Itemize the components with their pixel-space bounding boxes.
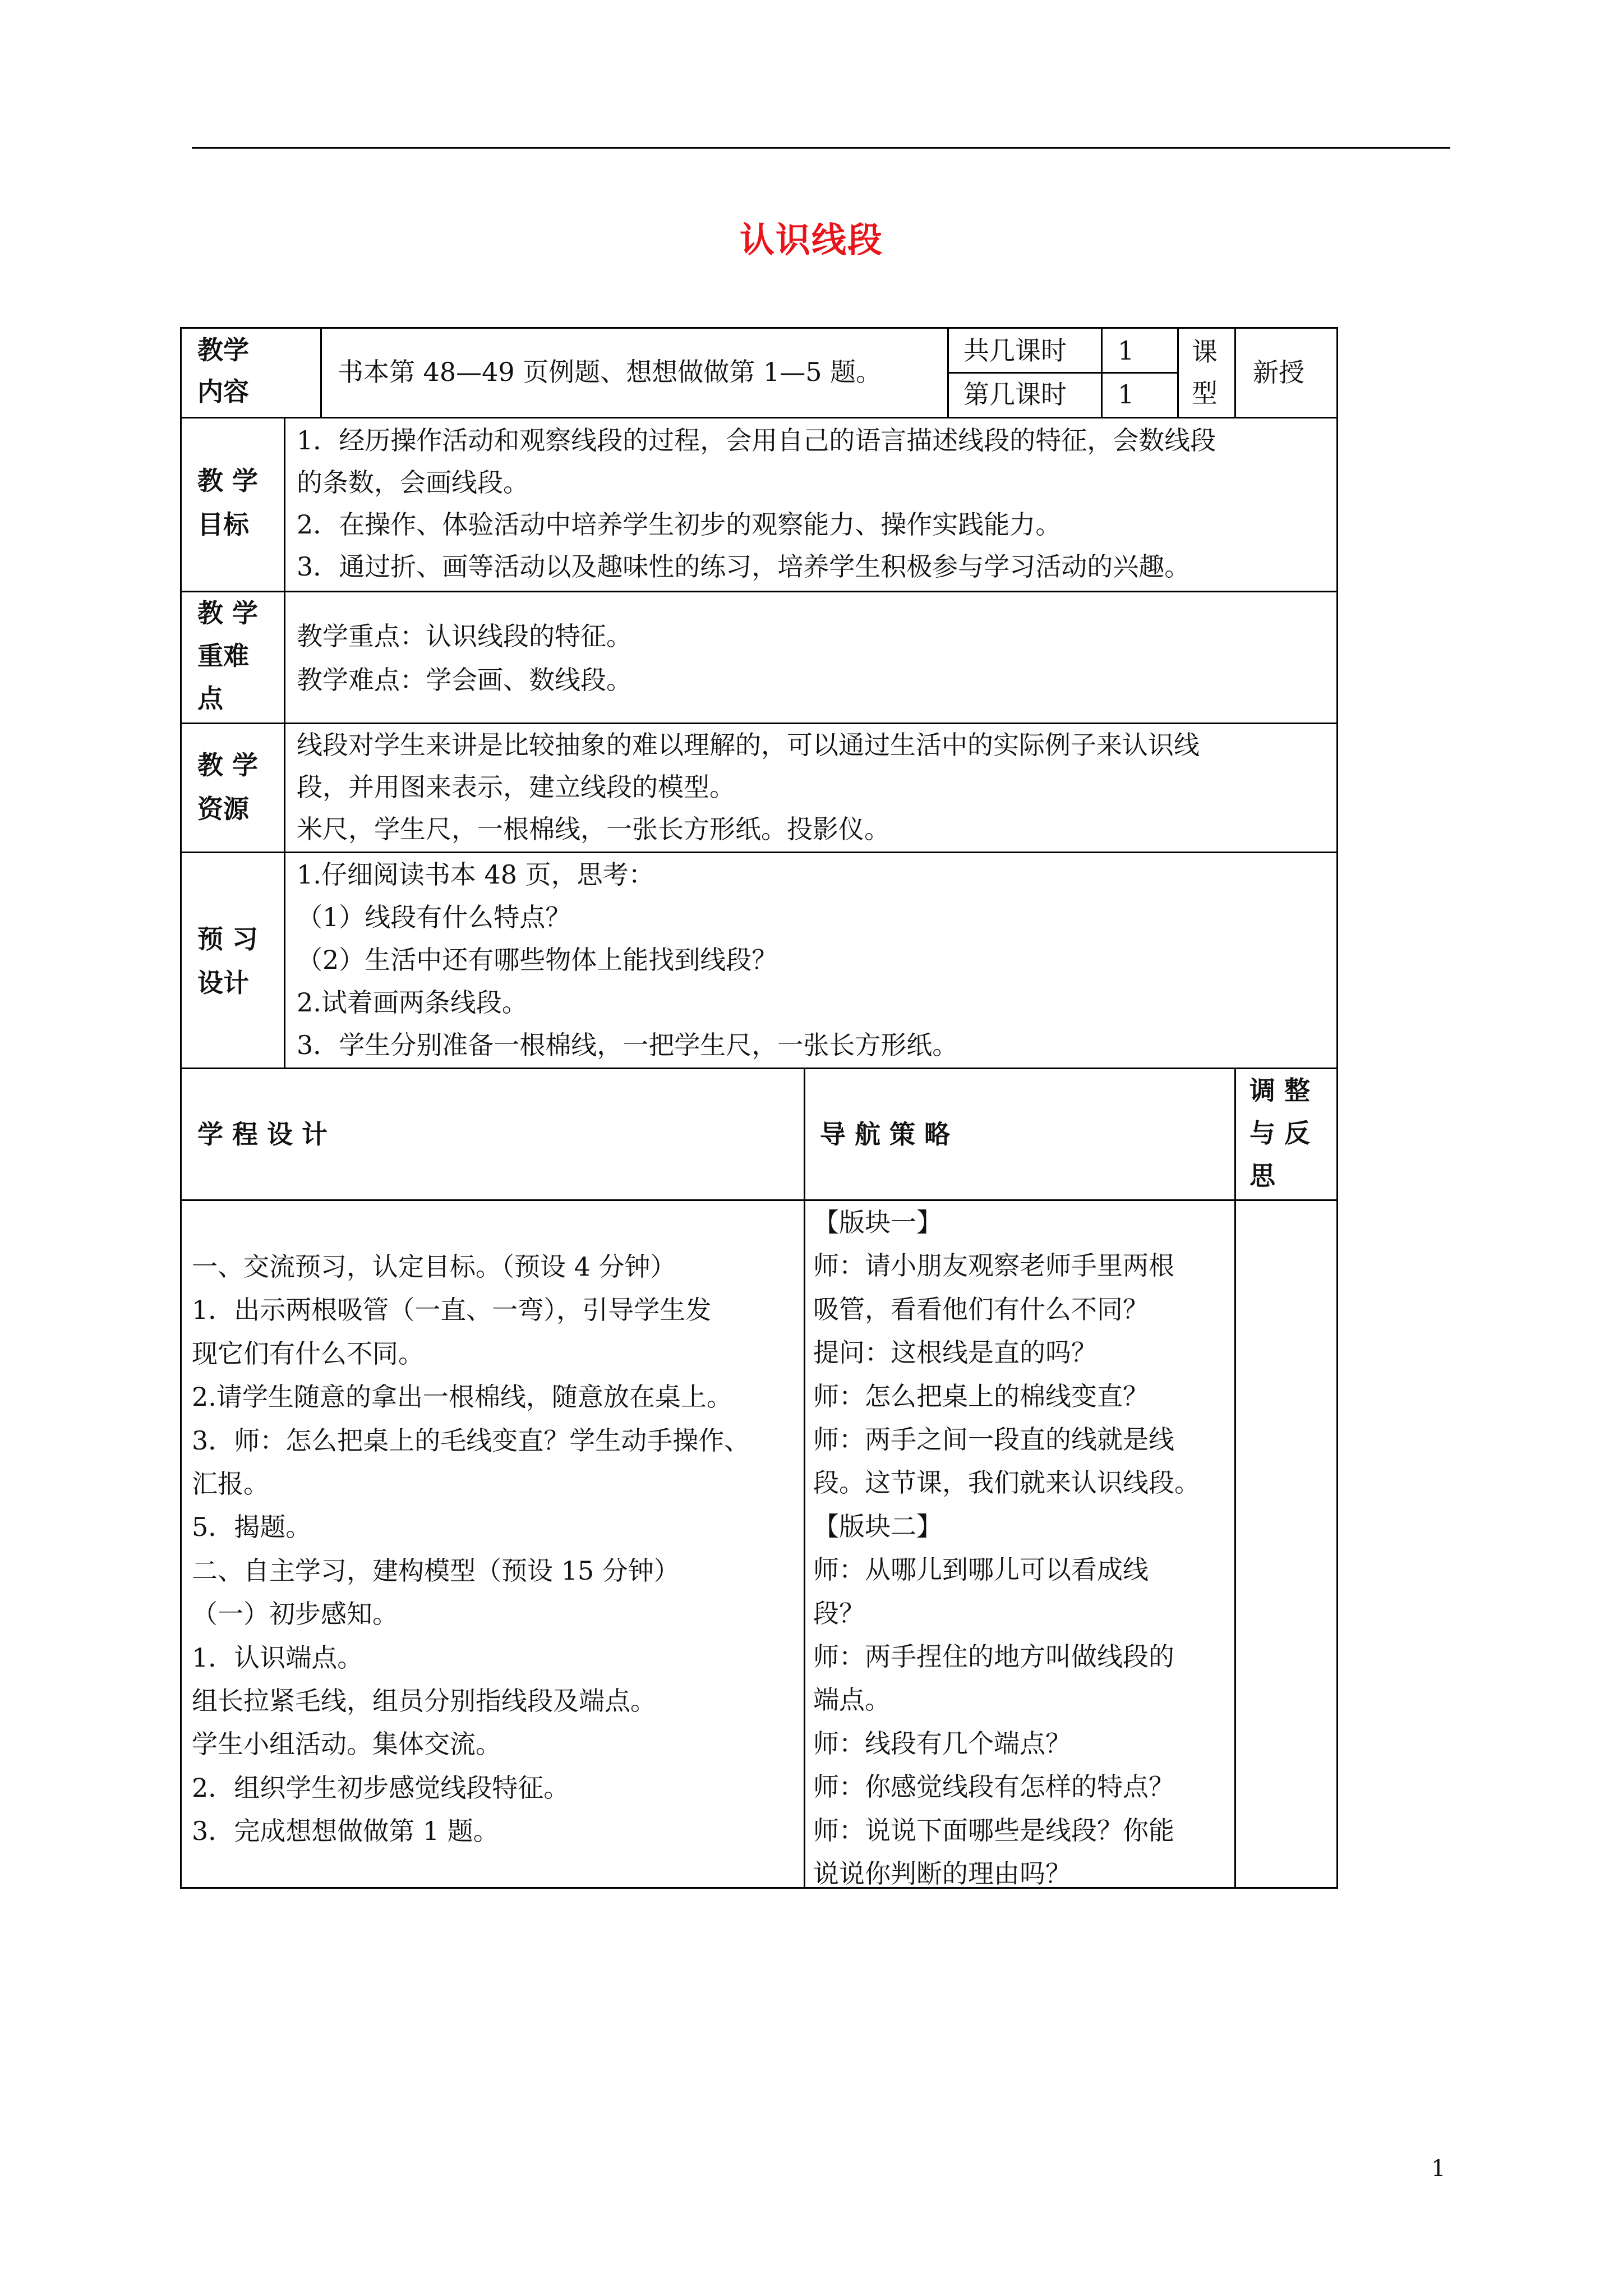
type-label-divider xyxy=(1177,327,1179,417)
strategy-line: 师：两手之间一段直的线就是线 xyxy=(813,1424,1174,1455)
current-hour-value: 1 xyxy=(1118,379,1135,409)
type-value: 新授 xyxy=(1253,357,1304,388)
process-line: 学生小组活动。集体交流。 xyxy=(192,1729,501,1760)
preview-line-4: 2.试着画两条线段。 xyxy=(297,987,528,1018)
keypoints-label xyxy=(197,592,282,720)
page-title: 认识线段 xyxy=(739,219,883,260)
goals-label-line-1: 教 学 xyxy=(197,466,259,496)
content-label-line-1: 教学 xyxy=(197,335,249,365)
content-label-line-2: 内容 xyxy=(197,376,249,407)
label-column-divider xyxy=(284,417,285,1068)
keypoints-label-line-2: 重难 xyxy=(197,641,249,671)
reflection-column-divider xyxy=(1234,1068,1236,1889)
resources-line-3: 米尺，学生尺，一根棉线，一张长方形纸。投影仪。 xyxy=(297,814,890,844)
process-line: 3．完成想想做做第 1 题。 xyxy=(192,1816,499,1847)
resources-content xyxy=(297,724,1334,850)
row-divider-2 xyxy=(180,591,1338,592)
strategy-line: 端点。 xyxy=(813,1685,891,1715)
content-value: 书本第 48—49 页例题、想想做做第 1—5 题。 xyxy=(338,357,882,387)
reflection-header xyxy=(1249,1069,1334,1197)
process-line: （一）初步感知。 xyxy=(192,1599,398,1630)
strategy-line: 师：线段有几个端点？ xyxy=(813,1728,1071,1759)
process-column-divider xyxy=(804,1068,805,1889)
keypoint-difficulty: 教学难点：学会画、数线段。 xyxy=(297,665,632,695)
strategy-line: 师：两手捏住的地方叫做线段的 xyxy=(813,1641,1174,1672)
resources-label-line-2: 资源 xyxy=(197,794,249,824)
strategy-line: 提问：这根线是直的吗？ xyxy=(813,1337,1097,1368)
process-line: 现它们有什么不同。 xyxy=(192,1338,424,1369)
strategy-line: 吸管，看看他们有什么不同？ xyxy=(813,1294,1149,1324)
preview-line-5: 3．学生分别准备一根棉线，一把学生尺，一张长方形纸。 xyxy=(297,1030,958,1060)
keypoints-label-line-3: 点 xyxy=(197,683,223,714)
table-border-top xyxy=(180,327,1338,329)
goals-line-2: 的条数，会画线段。 xyxy=(297,467,529,498)
strategy-line: 师：说说下面哪些是线段？你能 xyxy=(813,1815,1174,1846)
resources-line-1: 线段对学生来讲是比较抽象的难以理解的，可以通过生活中的实际例子来认识线 xyxy=(297,730,1200,760)
goals-label xyxy=(197,459,282,546)
strategy-line: 师：从哪儿到哪儿可以看成线 xyxy=(813,1554,1149,1585)
strategy-line: 段。这节课，我们就来认识线段。 xyxy=(813,1467,1200,1498)
process-header: 学 程 设 计 xyxy=(197,1119,328,1149)
goals-line-3: 2．在操作、体验活动中培养学生初步的观察能力、操作实践能力。 xyxy=(297,509,1062,540)
preview-line-1: 1.仔细阅读书本 48 页，思考： xyxy=(297,859,654,890)
process-line: 汇报。 xyxy=(192,1469,269,1499)
resources-line-2: 段，并用图来表示，建立线段的模型。 xyxy=(297,772,735,802)
process-line: 二、自主学习，建构模型（预设 15 分钟） xyxy=(192,1555,680,1586)
preview-line-2: （1）线段有什么特点？ xyxy=(297,902,571,932)
reflection-header-line-3: 思 xyxy=(1249,1161,1275,1191)
process-line: 5．揭题。 xyxy=(192,1512,312,1543)
preview-label-line-1: 预 习 xyxy=(197,924,259,954)
strategy-line: 【版块二】 xyxy=(813,1511,942,1542)
reflection-header-line-1: 调 整 xyxy=(1249,1075,1311,1106)
goals-line-1: 1．经历操作活动和观察线段的过程，会用自己的语言描述线段的特征，会数线段 xyxy=(297,425,1216,455)
content-label-divider xyxy=(320,327,322,417)
hours-label-divider xyxy=(947,327,949,417)
table-border-left xyxy=(180,327,182,1889)
type-label xyxy=(1192,331,1231,414)
hours-value-divider xyxy=(1101,327,1103,417)
strategy-line: 师：你感觉线段有怎样的特点？ xyxy=(813,1772,1174,1802)
type-value-divider xyxy=(1234,327,1236,417)
row-divider-5 xyxy=(180,1068,1338,1069)
process-line: 1．出示两根吸管（一直、一弯），引导学生发 xyxy=(192,1295,712,1326)
strategy-header: 导 航 策 略 xyxy=(820,1119,951,1149)
strategy-line: 段？ xyxy=(813,1598,865,1628)
process-content xyxy=(192,1245,800,1853)
total-hours-label: 共几课时 xyxy=(963,335,1067,366)
total-hours-value: 1 xyxy=(1118,335,1135,366)
resources-label-line-1: 教 学 xyxy=(197,750,259,780)
strategy-line: 师：请小朋友观察老师手里两根 xyxy=(813,1250,1174,1281)
preview-label-line-2: 设计 xyxy=(197,968,249,998)
table-border-right xyxy=(1336,327,1338,1889)
strategy-line: 师：怎么把桌上的棉线变直？ xyxy=(813,1381,1149,1411)
reflection-header-line-2: 与 反 xyxy=(1249,1118,1311,1148)
row-divider-1 xyxy=(180,417,1338,418)
type-label-line-1: 课 xyxy=(1192,337,1218,367)
goals-label-line-2: 目标 xyxy=(197,509,249,540)
process-line: 2.请学生随意的拿出一根棉线，随意放在桌上。 xyxy=(192,1382,732,1412)
process-line: 一、交流预习，认定目标。（预设 4 分钟） xyxy=(192,1251,676,1282)
goals-line-4: 3．通过折、画等活动以及趣味性的练习，培养学生积极参与学习活动的兴趣。 xyxy=(297,551,1191,582)
strategy-line: 【版块一】 xyxy=(813,1207,942,1237)
keypoints-content xyxy=(297,614,1334,702)
process-line: 1．认识端点。 xyxy=(192,1642,363,1673)
strategy-line: 说说你判断的理由吗？ xyxy=(813,1858,1071,1889)
page-number: 1 xyxy=(1431,2156,1446,2182)
header-rule xyxy=(192,147,1450,149)
resources-label xyxy=(197,743,282,831)
type-label-line-2: 型 xyxy=(1192,378,1218,408)
process-line: 3．师：怎么把桌上的毛线变直？学生动手操作、 xyxy=(192,1425,750,1456)
preview-content xyxy=(297,853,1334,1066)
keypoints-label-line-1: 教 学 xyxy=(197,598,259,628)
current-hour-label: 第几课时 xyxy=(963,379,1067,409)
strategy-content xyxy=(813,1201,1231,1896)
preview-line-3: （2）生活中还有哪些物体上能找到线段？ xyxy=(297,945,778,975)
keypoint-focus: 教学重点：认识线段的特征。 xyxy=(297,621,632,651)
process-line: 组长拉紧毛线，组员分别指线段及端点。 xyxy=(192,1686,656,1717)
preview-label xyxy=(197,917,282,1005)
content-label xyxy=(197,329,310,412)
goals-content xyxy=(297,420,1334,588)
process-line: 2．组织学生初步感觉线段特征。 xyxy=(192,1772,570,1803)
